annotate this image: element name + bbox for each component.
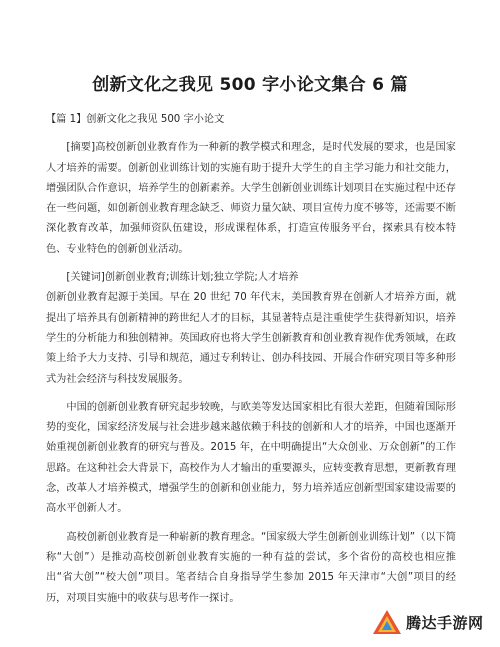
body-paragraph-origin: 创新创业教育起源于美国。早在 20 世纪 70 年代末，美国教育界在创新人才培养方面，就提出了培养具有创新精神的跨世纪人才的目标，其显著特点是注重使学生获得新知识，培养学生的分析能力和独创精神。英国政府也将大学生创新教育和创业教育视作优秀领域，在政策上给予大力支持、引导和规范，通过专利转让、创办科技园、开展合作研究项目等多种形式为社会经济与科技发展服务。 bbox=[46, 292, 456, 385]
paragraph-gap bbox=[46, 260, 456, 268]
keywords-paragraph: [关键词]创新创业教育;训练计划;独立学院;人才培养 bbox=[66, 272, 299, 284]
section-label: 【篇 1】创新文化之我见 500 字小论文 bbox=[46, 114, 225, 125]
triangle-logo-icon bbox=[372, 609, 402, 635]
body-paragraph-china: 中国的创新创业教育研究起步较晚，与欧美等发达国家相比有很大差距，但随着国际形势的变化，国家经济发展与社会进步越来越依赖于科技的创新和人才的培养，中国也逐渐开始重视创新创业教育的研究与普及。2015 年，在中明确提出“大众创业、万众创新”的工作思路。在这种社会大背景下，高校作为人才输出的重要源头，应转变教育思想，更新教育理念，改革人才培养模式，增强学生的创新和创业能力，努力培养适应创新型国家建设需要的高水平创新人才。 bbox=[46, 401, 456, 515]
document-body bbox=[46, 110, 456, 609]
paragraph-gap bbox=[46, 390, 456, 398]
body-paragraph-training: 高校创新创业教育是一种崭新的教育理念。“国家级大学生创新创业训练计划”（以下简称“大创”）是推动高校创新创业教育实施的一种有益的尝试，多个省份的高校也相应推出“省大创”“校大创”项目。笔者结合自身指导学生参加 2015 年天津市“大创”项目的经历，对项目实施中的收获与思考作一探讨。 bbox=[46, 531, 456, 604]
site-watermark bbox=[372, 609, 490, 635]
abstract-paragraph: [摘要]高校创新创业教育作为一种新的教学模式和理念，是时代发展的要求，也是国家人才培养的需要。创新创业训练计划的实施有助于提升大学生的自主学习能力和社交能力，增强团队合作意识，培养学生的创新素养。大学生创新创业训练计划项目在实施过程中还存在一些问题，如创新创业教育理念缺乏、师资力量欠缺、项目宣传力度不够等，还需要不断深化教育改革，加强师资队伍建设，形成课程体系，打造宣传服务平台，探索具有校本特色、专业特色的创新创业活动。 bbox=[46, 142, 456, 255]
document-title: 创新文化之我见 500 字小论文集合 6 篇 bbox=[92, 75, 408, 95]
watermark-text: 腾达手游网 bbox=[406, 613, 484, 632]
paragraph-gap bbox=[46, 520, 456, 528]
